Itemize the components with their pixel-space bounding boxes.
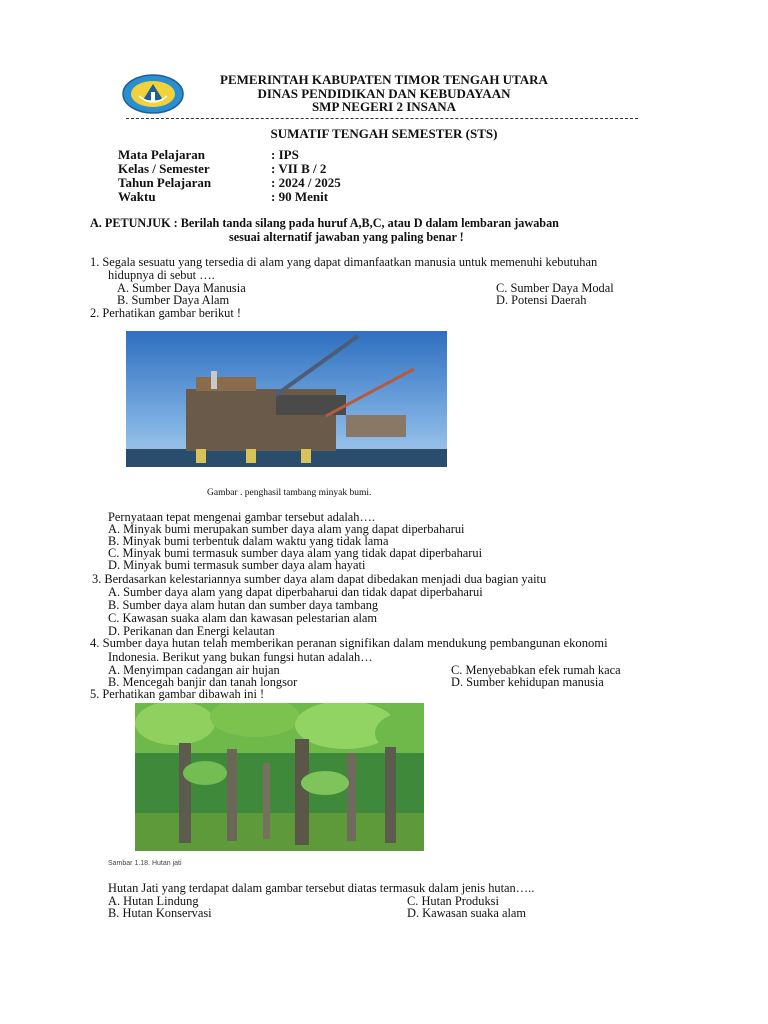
q5-stem: Hutan Jati yang terdapat dalam gambar tersebut diatas termasuk dalam jenis hutan….. <box>108 881 535 895</box>
meta-label-subject: Mata Pelajaran <box>118 147 206 162</box>
q2-option-a: A. Minyak bumi merupakan sumber daya alam yang dapat diperbaharui <box>108 522 465 536</box>
q2-stem: Pernyataan tepat mengenai gambar tersebut adalah…. <box>108 510 375 524</box>
header-divider <box>126 118 638 119</box>
meta-value-class: : VII B / 2 <box>271 161 327 176</box>
q1-option-c: C. Sumber Daya Modal <box>496 281 614 295</box>
q3-option-b: B. Sumber daya alam hutan dan sumber daya tambang <box>108 598 379 612</box>
instructions-line-2: sesuai alternatif jawaban yang paling benar ! <box>229 230 464 244</box>
meta-label-time: Waktu <box>118 189 156 204</box>
header-line-1: PEMERINTAH KABUPATEN TIMOR TENGAH UTARA <box>220 72 548 87</box>
q1-text-2: hidupnya di sebut …. <box>108 268 215 282</box>
header-line-3: SMP NEGERI 2 INSANA <box>311 99 457 114</box>
q1-option-b: B. Sumber Daya Alam <box>117 293 230 307</box>
q2-option-d: D. Minyak bumi termasuk sumber daya alam hayati <box>108 558 366 572</box>
q5-option-a: A. Hutan Lindung <box>108 894 199 908</box>
meta-value-subject: : IPS <box>271 147 299 162</box>
q2-text: 2. Perhatikan gambar berikut ! <box>90 306 242 320</box>
oil-rig-image <box>126 331 447 467</box>
q2-caption: Gambar . penghasil tambang minyak bumi. <box>207 488 372 498</box>
meta-label-class: Kelas / Semester <box>118 161 210 176</box>
q5-caption: Sambar 1.18. Hutan jati <box>108 860 182 867</box>
q4-option-d: D. Sumber kehidupan manusia <box>451 675 604 689</box>
meta-label-year: Tahun Pelajaran <box>118 175 212 190</box>
q3-option-d: D. Perikanan dan Energi kelautan <box>108 624 275 638</box>
q5-option-d: D. Kawasan suaka alam <box>407 906 527 920</box>
q4-option-c: C. Menyebabkan efek rumah kaca <box>451 663 621 677</box>
q3-option-a: A. Sumber daya alam yang dapat diperbaharui dan tidak dapat diperbaharui <box>108 585 483 599</box>
q5-option-b: B. Hutan Konservasi <box>108 906 212 920</box>
q3-text: 3. Berdasarkan kelestariannya sumber daya alam dapat dibedakan menjadi dua bagian yaitu <box>92 572 547 586</box>
q5-text: 5. Perhatikan gambar dibawah ini ! <box>90 687 265 701</box>
q5-option-c: C. Hutan Produksi <box>407 894 499 908</box>
teak-forest-image <box>135 703 424 851</box>
q3-option-c: C. Kawasan suaka alam dan kawasan pelestarian alam <box>108 611 378 625</box>
meta-value-year: : 2024 / 2025 <box>271 175 341 190</box>
q4-text-1: 4. Sumber daya hutan telah memberikan peranan signifikan dalam mendukung pembangunan ekonomi <box>90 636 608 650</box>
q1-option-d: D. Potensi Daerah <box>496 293 587 307</box>
q2-option-c: C. Minyak bumi termasuk sumber daya alam yang tidak dapat diperbaharui <box>108 546 483 560</box>
q1-option-a: A. Sumber Daya Manusia <box>117 281 246 295</box>
q4-option-b: B. Mencegah banjir dan tanah longsor <box>108 675 298 689</box>
instructions-line-1: A. PETUNJUK : Berilah tanda silang pada huruf A,B,C, atau D dalam lembaran jawaban <box>90 216 559 230</box>
exam-title: SUMATIF TENGAH SEMESTER (STS) <box>270 126 498 141</box>
q1-text-1: 1. Segala sesuatu yang tersedia di alam yang dapat dimanfaatkan manusia untuk memenuhi kebutuhan <box>90 255 598 269</box>
meta-value-time: : 90 Menit <box>271 189 329 204</box>
q4-text-2: Indonesia. Berikut yang bukan fungsi hutan adalah… <box>108 650 373 664</box>
q4-option-a: A. Menyimpan cadangan air hujan <box>108 663 280 677</box>
header-line-2: DINAS PENDIDIKAN DAN KEBUDAYAAN <box>257 86 511 101</box>
q2-option-b: B. Minyak bumi terbentuk dalam waktu yang tidak lama <box>108 534 389 548</box>
